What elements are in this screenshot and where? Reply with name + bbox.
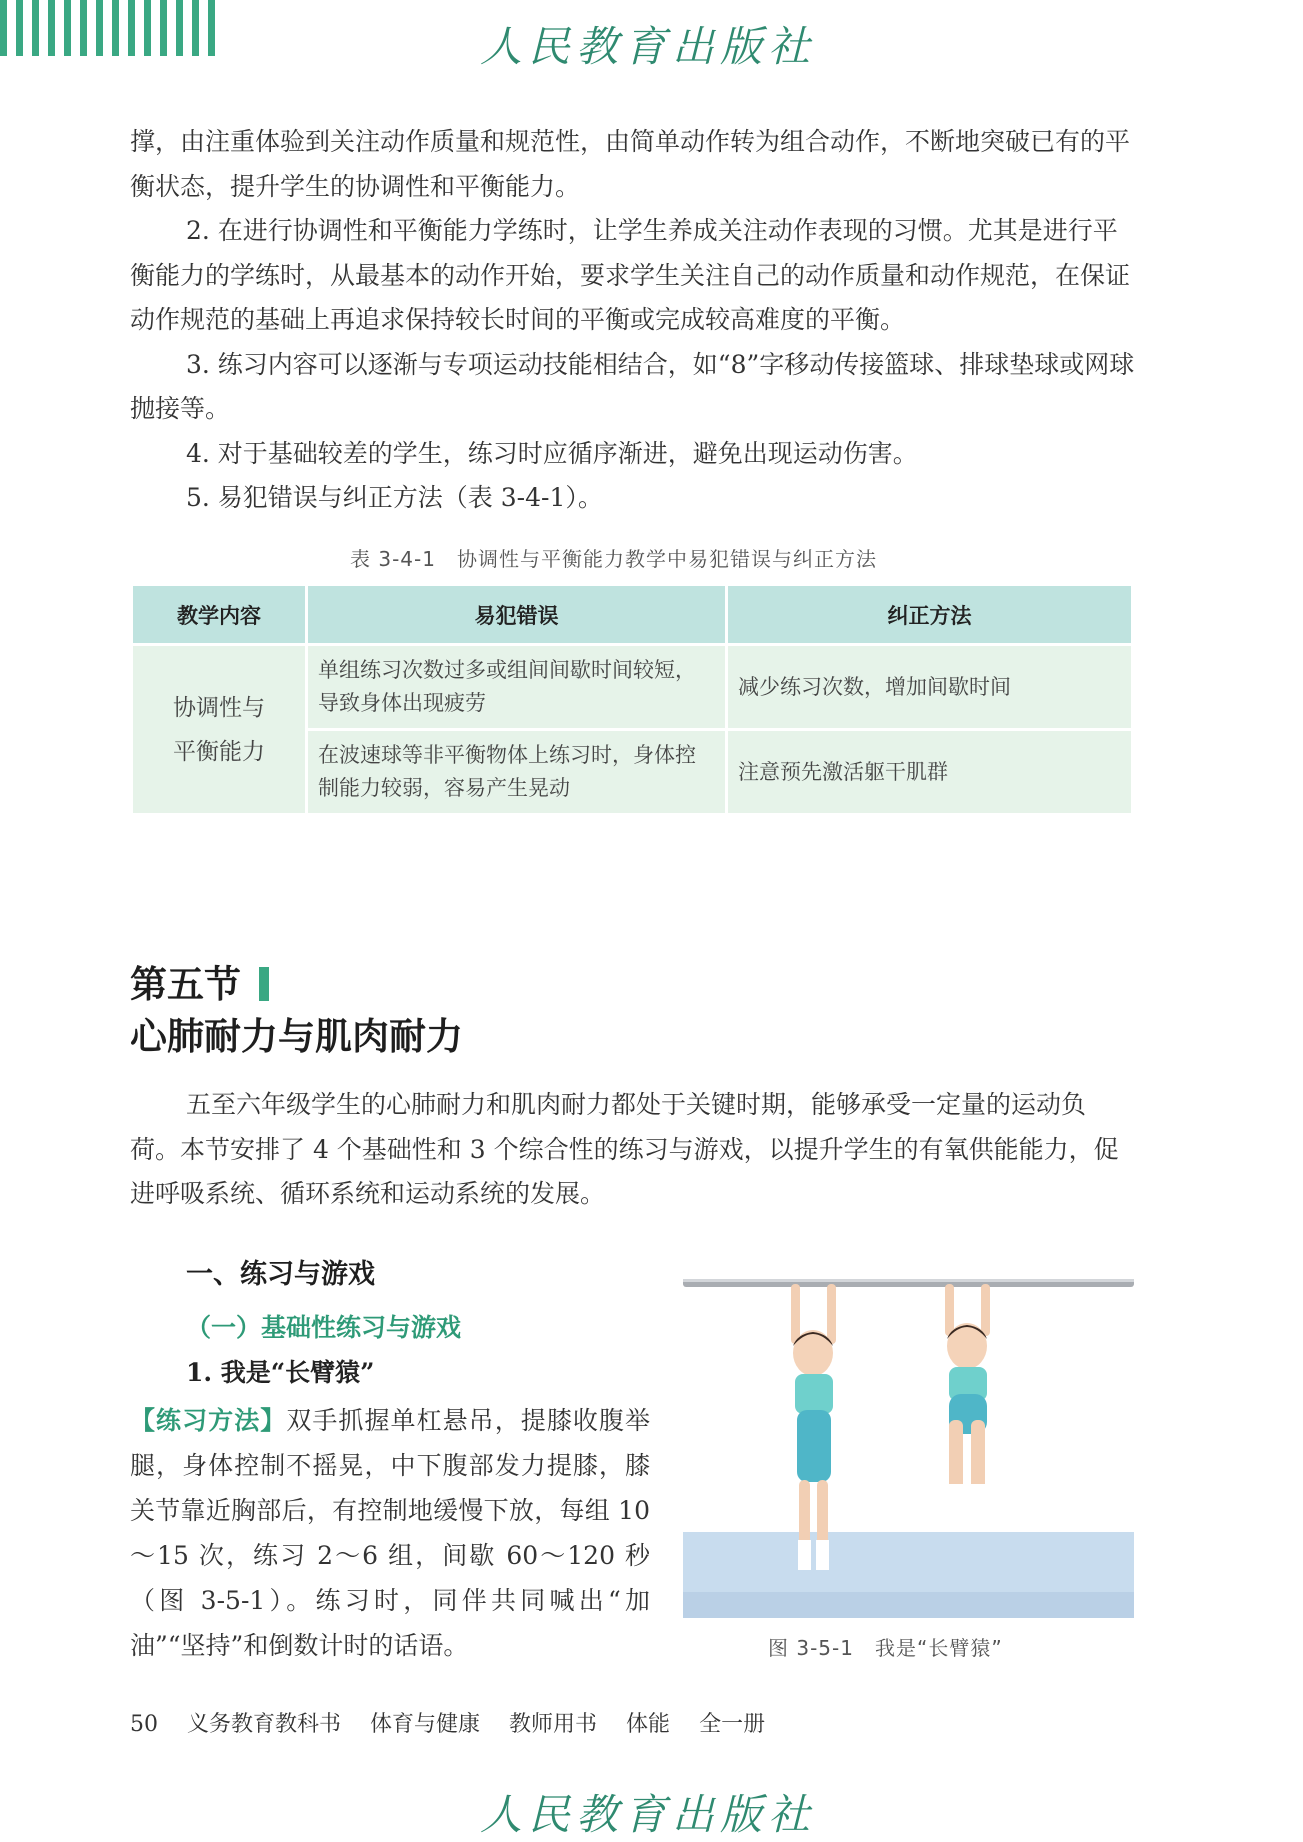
error-cell: 在波速球等非平衡物体上练习时，身体控制能力较弱，容易产生晃动 bbox=[307, 730, 727, 815]
subsubsection-heading: （一）基础性练习与游戏 bbox=[186, 1313, 462, 1342]
page-number: 50 bbox=[130, 1712, 158, 1737]
footer-volume: 全一册 bbox=[699, 1712, 766, 1737]
paragraph: 4. 对于基础较差的学生，练习时应循序渐进，避免出现运动伤害。 bbox=[186, 438, 918, 468]
section-number: 第五节 bbox=[130, 962, 241, 1006]
category-line: 协调性与 bbox=[173, 694, 265, 721]
exercise-method bbox=[130, 1398, 650, 1668]
top-paragraphs bbox=[130, 120, 1135, 521]
fix-cell: 减少练习次数，增加间歇时间 bbox=[727, 645, 1133, 730]
section-heading bbox=[130, 958, 463, 1062]
subsection-heading: 一、练习与游戏 bbox=[186, 1259, 375, 1290]
paragraph: 3. 练习内容可以逐渐与专项运动技能相结合，如“8”字移动传接篮球、排球垫球或网球抛接等。 bbox=[130, 349, 1135, 423]
figure-illustration bbox=[683, 1270, 1134, 1618]
fix-cell: 注意预先激活躯干肌群 bbox=[727, 730, 1133, 815]
page-footer bbox=[130, 1707, 787, 1738]
errors-table bbox=[130, 583, 1134, 816]
category-line: 平衡能力 bbox=[173, 738, 265, 765]
header-stripes bbox=[0, 0, 224, 56]
paragraph: 撑，由注重体验到关注动作质量和规范性，由简单动作转为组合动作，不断地突破已有的平衡状态，提升学生的协调性和平衡能力。 bbox=[130, 127, 1131, 201]
exercise-title: 1. 我是“长臂猿” bbox=[186, 1358, 375, 1387]
footer-topic: 体能 bbox=[626, 1712, 671, 1737]
publisher-logo-bottom: 人民教育出版社 bbox=[480, 1790, 817, 1839]
section-title: 心肺耐力与肌肉耐力 bbox=[130, 1014, 463, 1058]
footer-type: 教师用书 bbox=[509, 1712, 598, 1737]
column-header: 纠正方法 bbox=[727, 585, 1133, 645]
method-text: 双手抓握单杠悬吊，提膝收腹举腿，身体控制不摇晃，中下腹部发力提膝，膝关节靠近胸部后，有控制地缓慢下放，每组 10～15 次，练习 2～6 组，间歇 60～120 秒（图 3-5-1）。练习时，同伴共同喊出“加油”“坚持”和倒数计时的话语。 bbox=[130, 1406, 650, 1660]
category-cell bbox=[132, 645, 307, 815]
footer-book: 义务教育教科书 bbox=[187, 1712, 342, 1737]
section-marker bbox=[259, 967, 269, 1001]
column-header: 易犯错误 bbox=[307, 585, 727, 645]
method-tag: 【练习方法】 bbox=[130, 1406, 287, 1435]
footer-subject: 体育与健康 bbox=[370, 1712, 481, 1737]
paragraph: 2. 在进行协调性和平衡能力学练时，让学生养成关注动作表现的习惯。尤其是进行平衡能力的学练时，从最基本的动作开始，要求学生关注自己的动作质量和动作规范，在保证动作规范的基础上再追求保持较长时间的平衡或完成较高难度的平衡。 bbox=[130, 216, 1131, 334]
publisher-logo: 人民教育出版社 bbox=[480, 22, 817, 71]
column-header: 教学内容 bbox=[132, 585, 307, 645]
error-cell: 单组练习次数过多或组间间歇时间较短，导致身体出现疲劳 bbox=[307, 645, 727, 730]
table-caption: 表 3-4-1 协调性与平衡能力教学中易犯错误与纠正方法 bbox=[350, 547, 877, 571]
table-header-row bbox=[132, 585, 1133, 645]
paragraph: 五至六年级学生的心肺耐力和肌肉耐力都处于关键时期，能够承受一定量的运动负荷。本节安排了 4 个基础性和 3 个综合性的练习与游戏，以提升学生的有氧供能能力，促进呼吸系统、循环系统和运动系统的发展。 bbox=[130, 1090, 1119, 1208]
table-row bbox=[132, 645, 1133, 730]
paragraph: 5. 易犯错误与纠正方法（表 3-4-1）。 bbox=[186, 483, 603, 512]
figure-caption: 图 3-5-1 我是“长臂猿” bbox=[768, 1636, 1003, 1660]
section-intro bbox=[130, 1083, 1135, 1217]
